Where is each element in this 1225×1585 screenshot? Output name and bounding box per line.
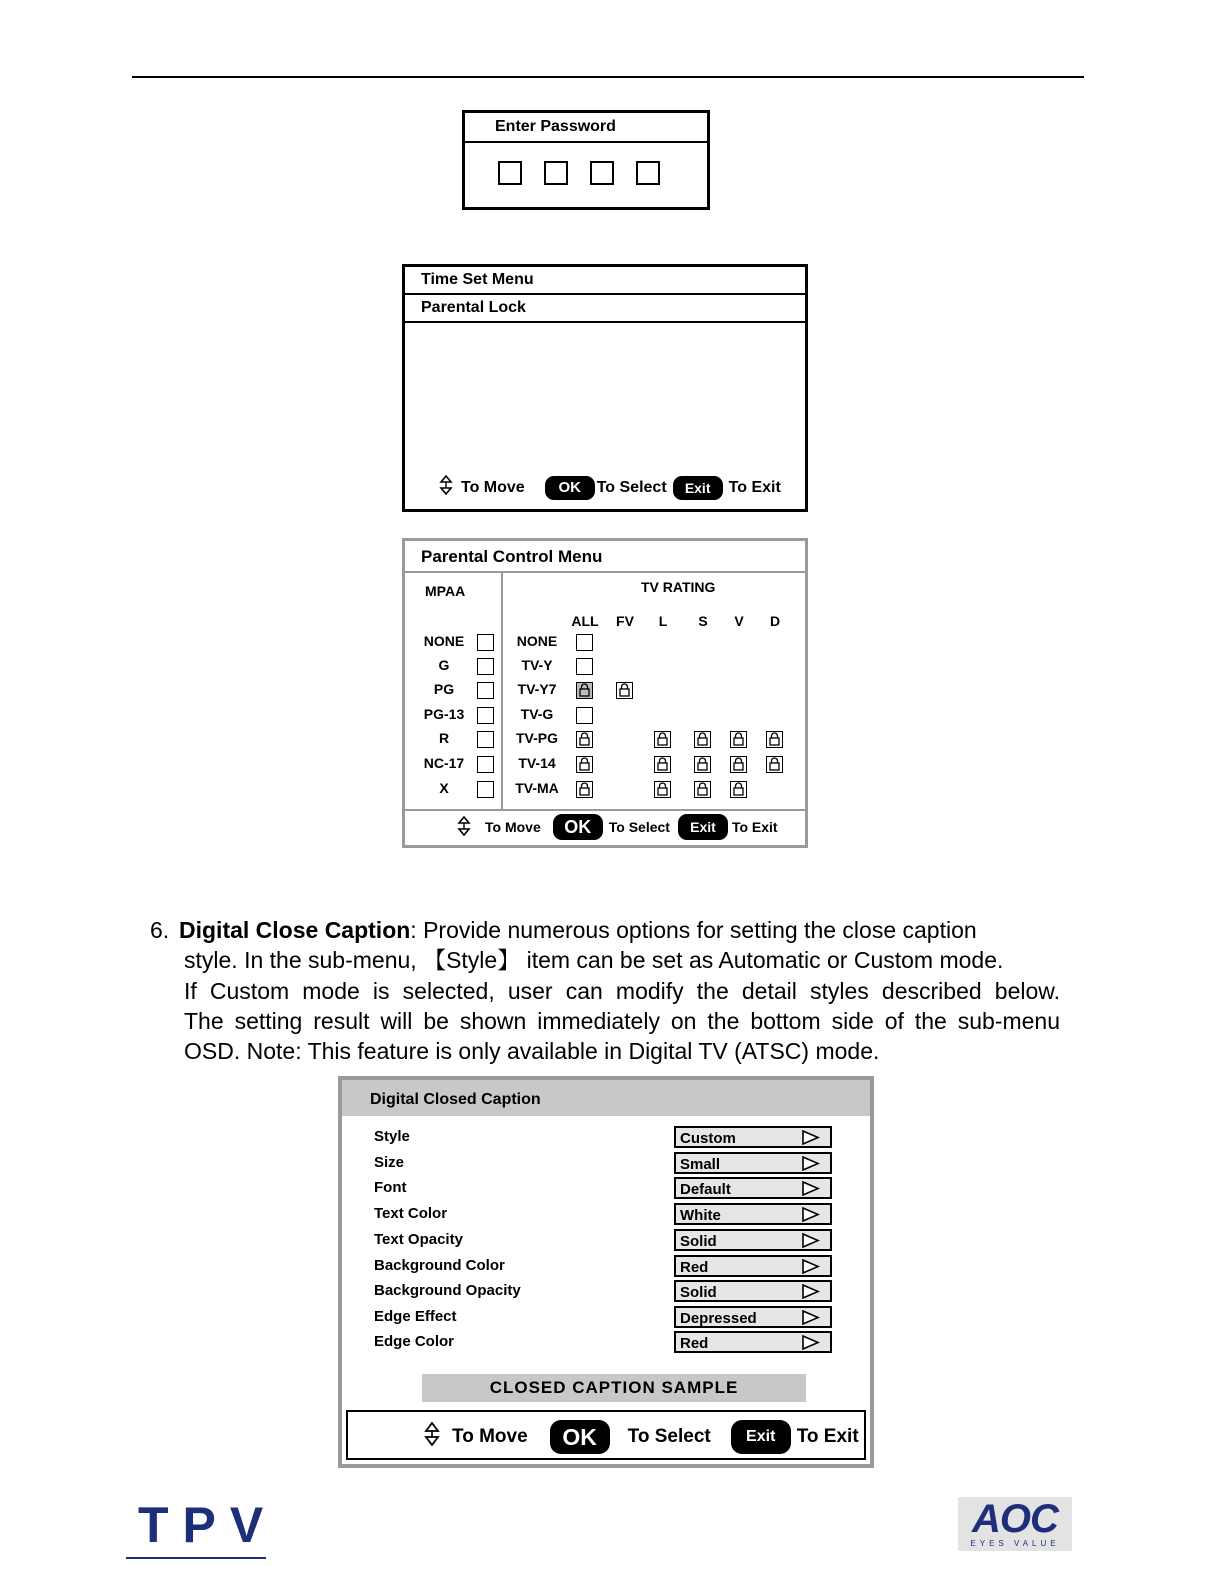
tv-lock-tv-y7-fv[interactable] [616,682,633,699]
setting-selector-edge-effect[interactable] [674,1306,832,1328]
footer-exit-text: To Exit [731,819,778,835]
setting-label-edge-color: Edge Color [374,1333,455,1350]
mpaa-label-nc-17: NC-17 [423,755,465,771]
setting-value: White [680,1207,721,1224]
tv-rating-label-tv-ma: TV-MA [515,780,559,796]
tv-lock-tv-ma-s[interactable] [694,781,711,798]
setting-value: Default [680,1181,731,1198]
page-top-rule [132,76,1084,78]
password-dialog [462,110,710,210]
exit-button[interactable]: Exit [678,814,728,840]
play-arrow-icon [802,1156,820,1176]
paragraph-line-4: The setting result will be shown immediately on the bottom side of the sub-menu [184,1008,1060,1034]
tv-lock-none-all[interactable] [576,634,593,651]
setting-selector-style[interactable] [674,1126,832,1148]
play-arrow-icon [802,1181,820,1201]
play-arrow-icon [802,1130,820,1150]
aoc-logo-word: AOC [972,1497,1058,1541]
mpaa-checkbox-pg[interactable] [477,682,494,699]
digital-closed-caption-menu [338,1076,874,1468]
mpaa-label-x: X [439,780,449,796]
password-digits [498,161,660,185]
setting-label-font: Font [374,1179,407,1196]
tv-lock-tv-ma-all[interactable] [576,781,593,798]
footer-divider [405,809,805,811]
mpaa-checkbox-x[interactable] [477,781,494,798]
setting-label-style: Style [374,1128,410,1145]
digital-caption-title: Digital Closed Caption [342,1080,870,1116]
paragraph-line-2: style. In the sub-menu, 【Style】 item can be set as Automatic or Custom mode. [184,947,1004,973]
mpaa-checkbox-g[interactable] [477,658,494,675]
exit-button[interactable]: Exit [731,1420,791,1454]
tv-rating-label-tv-y7: TV-Y7 [517,681,557,697]
tv-rating-label-tv-g: TV-G [520,706,554,722]
tv-lock-tv-14-l[interactable] [654,756,671,773]
mpaa-checkbox-nc-17[interactable] [477,756,494,773]
tv-rating-column-fv: FV [616,613,634,629]
setting-label-edge-effect: Edge Effect [374,1308,457,1325]
password-digit-1[interactable] [498,161,522,185]
setting-label-background-opacity: Background Opacity [374,1282,521,1299]
tpv-logo-underline [126,1557,266,1559]
caption-sample: CLOSED CAPTION SAMPLE [422,1374,806,1402]
setting-selector-size[interactable] [674,1152,832,1174]
tv-lock-tv-ma-l[interactable] [654,781,671,798]
setting-value: Solid [680,1284,717,1301]
tv-rating-column-s: S [698,613,708,629]
password-digit-3[interactable] [590,161,614,185]
aoc-logo-tagline: EYES VALUE [970,1539,1060,1548]
tv-lock-tv-ma-v[interactable] [730,781,747,798]
play-arrow-icon [802,1207,820,1227]
setting-selector-background-opacity[interactable] [674,1280,832,1302]
mpaa-checkbox-pg-13[interactable] [477,707,494,724]
paragraph-heading: Digital Close Caption [179,917,411,943]
play-arrow-icon [802,1284,820,1304]
tv-rating-header: TV RATING [641,579,716,595]
time-set-menu-title: Time Set Menu [405,267,805,295]
setting-label-text-opacity: Text Opacity [374,1231,463,1248]
mpaa-checkbox-r[interactable] [477,731,494,748]
mpaa-label-pg-13: PG-13 [423,706,465,722]
aoc-logo [958,1497,1072,1551]
tv-lock-tv-14-v[interactable] [730,756,747,773]
mpaa-label-g: G [438,657,450,673]
tv-rating-label-tv-14: TV-14 [518,755,556,771]
play-arrow-icon [802,1335,820,1355]
up-down-arrow-icon [424,1422,438,1452]
tv-lock-tv-pg-l[interactable] [654,731,671,748]
mpaa-label-r: R [438,730,450,746]
setting-selector-edge-color[interactable] [674,1331,832,1353]
footer-exit-text: To Exit [796,1426,859,1447]
play-arrow-icon [802,1310,820,1330]
tv-lock-tv-pg-d[interactable] [766,731,783,748]
setting-label-text-color: Text Color [374,1205,448,1222]
parental-control-menu [402,538,808,848]
tv-lock-tv-14-all[interactable] [576,756,593,773]
setting-value: Depressed [680,1310,757,1327]
mpaa-label-pg: PG [433,681,455,697]
password-digit-4[interactable] [636,161,660,185]
paragraph-line-5: OSD. Note: This feature is only available in Digital TV (ATSC) mode. [184,1038,880,1064]
paragraph-line-1-rest: : Provide numerous options for setting the close caption [410,917,977,943]
tv-lock-tv-y7-all[interactable] [576,682,593,699]
tv-lock-tv-y-all[interactable] [576,658,593,675]
tpv-logo: TPV [138,1497,278,1553]
tv-lock-tv-pg-v[interactable] [730,731,747,748]
password-digit-2[interactable] [544,161,568,185]
setting-label-background-color: Background Color [374,1257,505,1274]
tv-rating-column-d: D [769,613,781,629]
footer-move-text: To Move [485,819,541,835]
mpaa-checkbox-none[interactable] [477,634,494,651]
time-set-menu [402,264,808,512]
setting-value: Solid [680,1233,717,1250]
setting-selector-font[interactable] [674,1177,832,1199]
play-arrow-icon [802,1259,820,1279]
up-down-arrow-icon [439,475,453,500]
setting-selector-text-opacity[interactable] [674,1229,832,1251]
ok-button[interactable]: OK [553,814,603,840]
tv-rating-column-all: ALL [571,613,599,629]
footer-hints [424,1420,859,1454]
tv-rating-column-l: L [658,613,668,629]
parental-control-footer [457,814,778,840]
setting-value: Red [680,1259,709,1276]
tv-lock-tv-pg-s[interactable] [694,731,711,748]
ok-button[interactable]: OK [545,476,595,500]
exit-button[interactable]: Exit [673,476,723,500]
parental-control-title: Parental Control Menu [405,541,805,573]
tv-lock-tv-pg-all[interactable] [576,731,593,748]
footer-move-text: To Move [461,478,525,496]
password-title: Enter Password [465,113,707,143]
ok-button[interactable]: OK [550,1420,610,1454]
footer-exit-text: To Exit [728,478,781,496]
digital-caption-footer [346,1410,866,1460]
footer-select-text: To Select [627,1426,711,1447]
column-divider [501,571,503,809]
tv-rating-label-tv-pg: TV-PG [515,730,558,746]
setting-value: Red [680,1335,709,1352]
list-number: 6. [150,917,170,943]
setting-selector-text-color[interactable] [674,1203,832,1225]
paragraph-line-3: If Custom mode is selected, user can modify the detail styles described below. [184,978,1060,1004]
menu-item-parental-lock[interactable]: Parental Lock [405,295,805,323]
tv-rating-label-none: NONE [516,633,558,649]
footer-select-text: To Select [608,819,670,835]
setting-selector-background-color[interactable] [674,1255,832,1277]
footer-move-text: To Move [452,1426,528,1447]
setting-value: Custom [680,1130,736,1147]
paragraph-line-1 [179,915,977,945]
tv-rating-column-v: V [734,613,744,629]
footer-select-text: To Select [596,478,667,496]
mpaa-label-none: NONE [423,633,465,649]
up-down-arrow-icon [457,816,471,839]
tv-lock-tv-14-s[interactable] [694,756,711,773]
setting-label-size: Size [374,1154,405,1171]
time-set-footer [439,475,781,500]
play-arrow-icon [802,1233,820,1253]
tv-lock-tv-14-d[interactable] [766,756,783,773]
tv-lock-tv-g-all[interactable] [576,707,593,724]
tv-rating-label-tv-y: TV-Y [521,657,553,673]
setting-value: Small [680,1156,721,1173]
mpaa-header: MPAA [425,583,466,599]
